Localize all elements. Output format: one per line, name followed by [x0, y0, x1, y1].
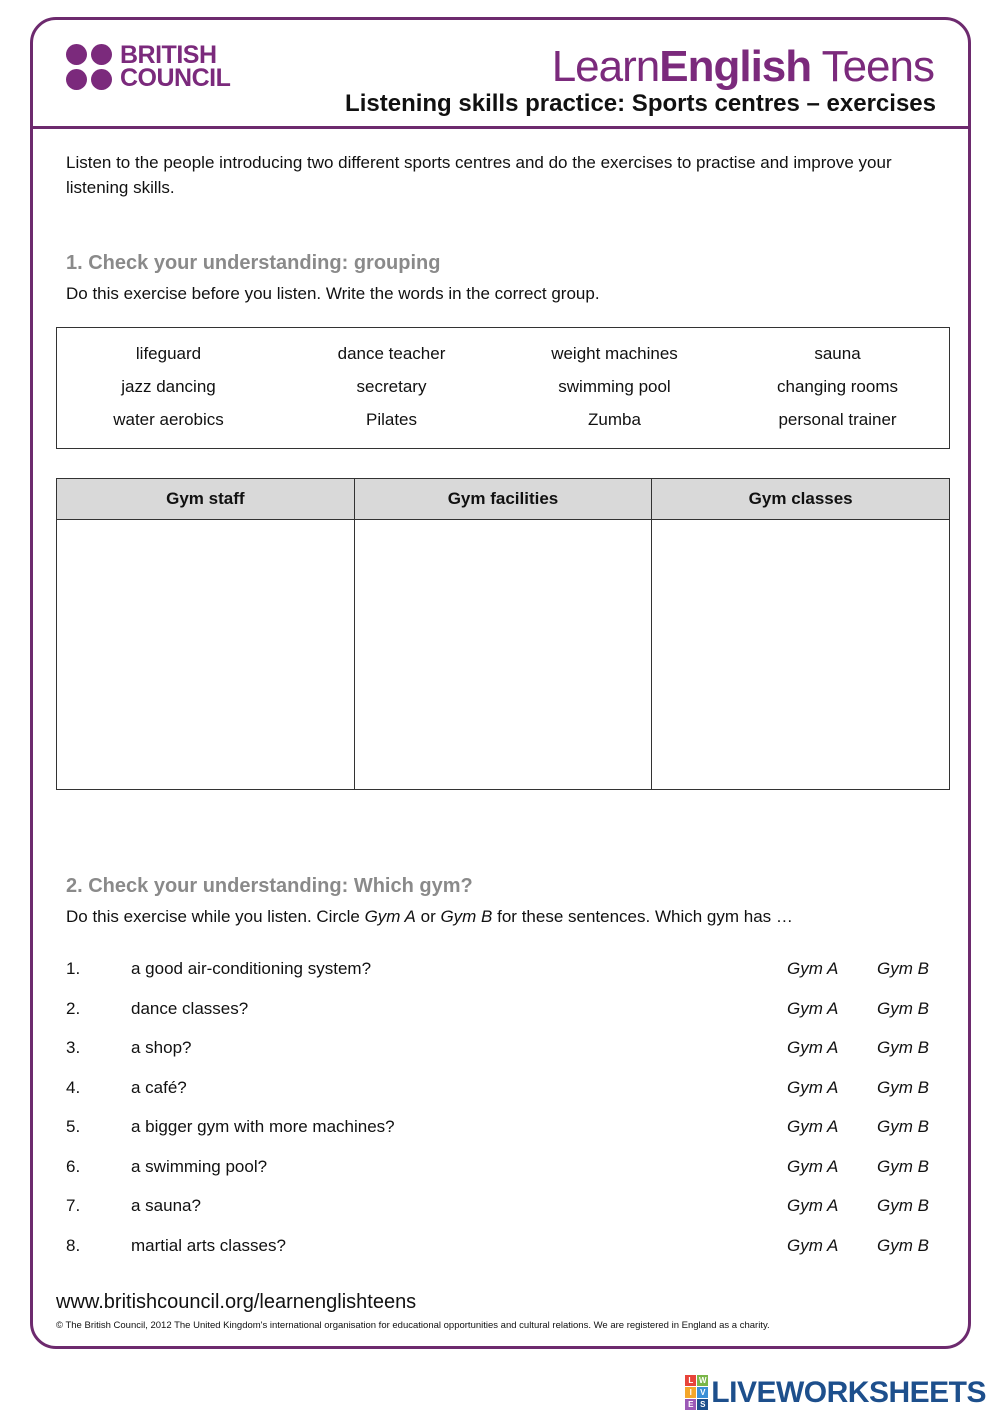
- gym-b-option[interactable]: Gym B: [877, 1077, 929, 1097]
- question-list: [66, 955, 936, 1271]
- lw-icon-letter: S: [697, 1399, 708, 1410]
- question-row: [66, 1074, 936, 1114]
- gym-a-option[interactable]: Gym A: [787, 959, 839, 978]
- lw-icon-letter: E: [685, 1399, 696, 1410]
- liveworksheets-icon: [685, 1375, 708, 1410]
- column-header-gym-facilities: Gym facilities: [354, 479, 652, 520]
- question-text: a shop?: [131, 1038, 192, 1057]
- question-text: martial arts classes?: [131, 1235, 286, 1255]
- gym-a-option[interactable]: Gym A: [787, 1077, 839, 1097]
- british-council-dots-icon: [66, 44, 112, 90]
- gym-b-option[interactable]: Gym B: [877, 1235, 929, 1255]
- gym-a-option[interactable]: Gym A: [787, 1235, 839, 1255]
- question-number: 4.: [66, 1077, 81, 1097]
- section1-instruction: Do this exercise before you listen. Write the words in the correct group.: [66, 284, 600, 303]
- learnenglish-teens-logo: [552, 42, 934, 92]
- british-council-logo: [66, 41, 231, 92]
- instruction-gym-a: Gym A: [364, 907, 416, 926]
- footer-copyright: © The British Council, 2012 The United Kingdom's international organisation for educational opportunities and cultural relations. We are registered in England as a charity.: [56, 1320, 770, 1331]
- gym-b-option[interactable]: Gym B: [877, 1156, 929, 1176]
- org-line-2: COUNCIL: [120, 64, 231, 92]
- question-number: 7.: [66, 1196, 81, 1215]
- instruction-text: Do this exercise while you listen. Circle: [66, 907, 365, 926]
- word-item: lifeguard: [135, 344, 202, 363]
- gym-b-option[interactable]: Gym B: [877, 1196, 929, 1215]
- word-item: personal trainer: [778, 410, 897, 429]
- question-row: [66, 1153, 936, 1193]
- column-header-gym-staff: Gym staff: [57, 479, 355, 520]
- gym-facilities-answer-cell[interactable]: [354, 520, 652, 790]
- word-item: changing rooms: [777, 377, 898, 396]
- question-text: a café?: [131, 1077, 187, 1097]
- word-bank: [56, 327, 950, 449]
- question-number: 3.: [66, 1038, 81, 1057]
- word-item: Pilates: [365, 410, 418, 429]
- question-row: [66, 1113, 936, 1153]
- word-item: secretary: [356, 377, 427, 396]
- word-item: swimming pool: [558, 377, 671, 396]
- instruction-gym-b: Gym B: [440, 907, 493, 926]
- word-item: water aerobics: [113, 410, 224, 429]
- word-item: jazz dancing: [121, 377, 216, 396]
- word-item: Zumba: [588, 410, 641, 429]
- question-number: 2.: [66, 998, 81, 1018]
- gym-a-option[interactable]: Gym A: [787, 1038, 839, 1057]
- grouping-table: [56, 478, 950, 790]
- brand-suffix: Teens: [811, 42, 934, 91]
- question-row: [66, 1034, 936, 1074]
- question-text: a bigger gym with more machines?: [131, 1117, 395, 1136]
- gym-b-option[interactable]: Gym B: [877, 959, 929, 978]
- gym-a-option[interactable]: Gym A: [787, 1117, 839, 1136]
- question-row: [66, 955, 936, 995]
- word-item: dance teacher: [337, 344, 446, 363]
- document-title: Listening skills practice: Sports centres – exercises: [345, 90, 936, 117]
- word-item: sauna: [814, 344, 861, 363]
- header-divider: [30, 126, 971, 129]
- lw-icon-letter: V: [697, 1387, 708, 1398]
- gym-b-option[interactable]: Gym B: [877, 1117, 929, 1136]
- gym-a-option[interactable]: Gym A: [787, 1156, 839, 1176]
- question-number: 6.: [66, 1156, 81, 1176]
- question-text: a good air-conditioning system?: [131, 959, 372, 978]
- gym-b-option[interactable]: Gym B: [877, 998, 929, 1018]
- word-item: weight machines: [551, 344, 678, 363]
- lw-icon-letter: L: [685, 1375, 696, 1386]
- lw-icon-letter: W: [699, 1376, 707, 1385]
- instruction-text: for these sentences. Which gym has …: [492, 907, 793, 926]
- lw-icon-letter: I: [685, 1387, 696, 1398]
- column-header-gym-classes: Gym classes: [652, 479, 950, 520]
- question-row: [66, 1232, 936, 1272]
- question-row: [66, 995, 936, 1035]
- brand-bold: English: [659, 42, 812, 91]
- question-number: 1.: [66, 959, 81, 978]
- intro-paragraph: Listen to the people introducing two different sports centres and do the exercises to practise and improve your listening skills.: [66, 153, 892, 197]
- instruction-text: or: [415, 907, 441, 926]
- gym-b-option[interactable]: Gym B: [877, 1038, 929, 1057]
- org-line-1: BRITISH: [120, 41, 217, 69]
- question-text: a swimming pool?: [131, 1156, 268, 1176]
- question-text: a sauna?: [131, 1196, 201, 1215]
- gym-staff-answer-cell[interactable]: [57, 520, 355, 790]
- section1-heading: 1. Check your understanding: grouping: [66, 252, 441, 274]
- gym-classes-answer-cell[interactable]: [652, 520, 950, 790]
- question-number: 8.: [66, 1235, 81, 1255]
- gym-a-option[interactable]: Gym A: [787, 998, 839, 1018]
- liveworksheets-logo: [685, 1375, 986, 1410]
- liveworksheets-wordmark: LIVEWORKSHEETS: [711, 1375, 986, 1409]
- section2-instruction: [66, 907, 793, 927]
- footer-url[interactable]: www.britishcouncil.org/learnenglishteens: [56, 1291, 417, 1313]
- section2-heading: 2. Check your understanding: Which gym?: [66, 875, 473, 897]
- brand-light: Learn: [551, 42, 660, 91]
- gym-a-option[interactable]: Gym A: [787, 1196, 839, 1215]
- question-text: dance classes?: [131, 998, 249, 1018]
- question-row: [66, 1192, 936, 1232]
- question-number: 5.: [66, 1117, 81, 1136]
